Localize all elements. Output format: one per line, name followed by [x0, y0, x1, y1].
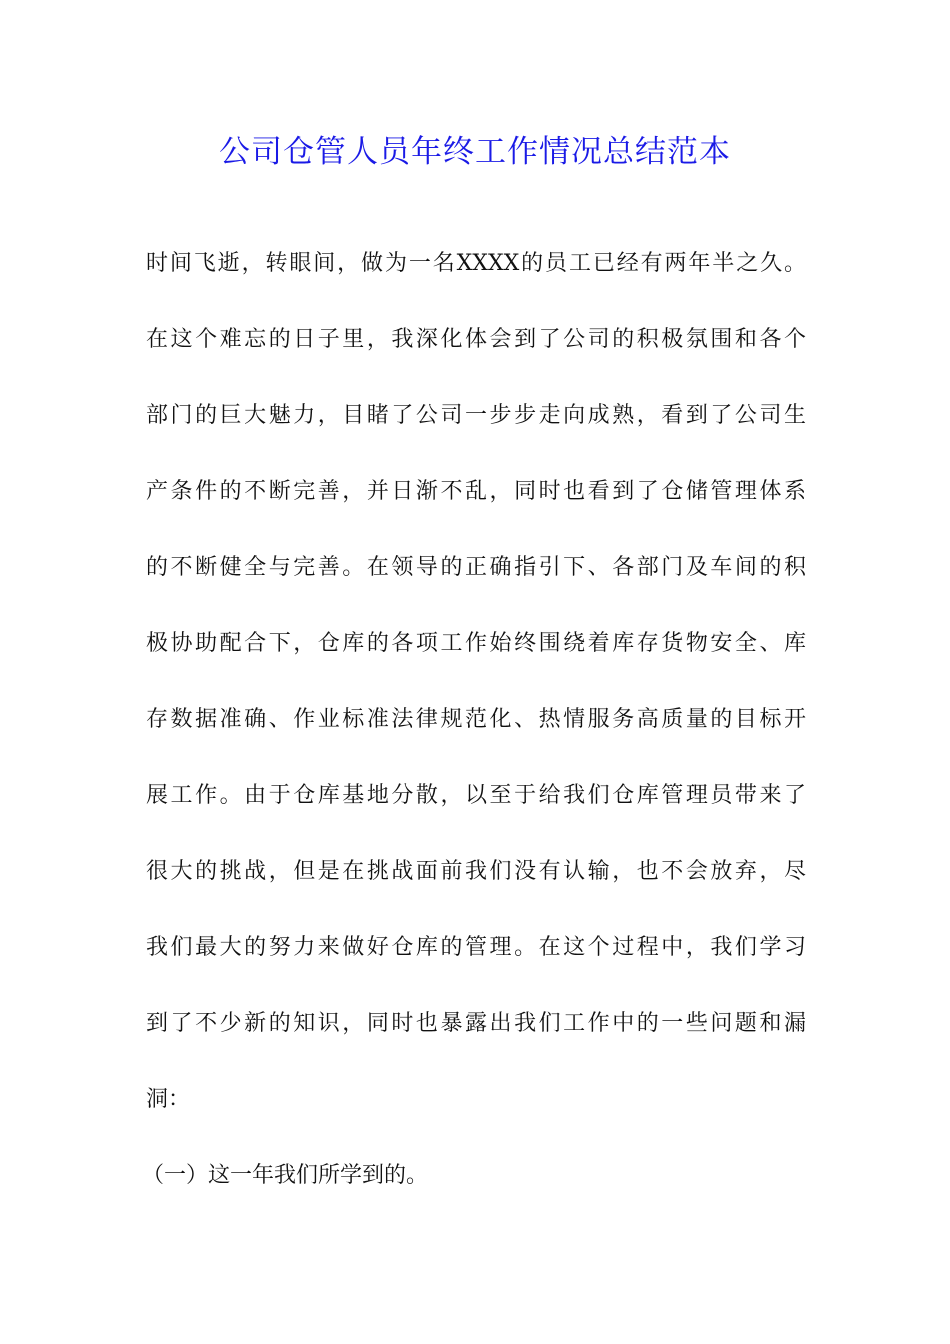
section-heading: （一）这一年我们所学到的。 — [142, 1163, 429, 1188]
paragraph-line: 在这个难忘的日子里，我深化体会到了公司的积极氛围和各个 — [146, 327, 806, 352]
paragraph-line: 展工作。由于仓库基地分散，以至于给我们仓库管理员带来了 — [146, 783, 806, 808]
paragraph-line: 我们最大的努力来做好仓库的管理。在这个过程中，我们学习 — [146, 935, 806, 960]
paragraph-line: 很大的挑战，但是在挑战面前我们没有认输，也不会放弃，尽 — [146, 859, 806, 884]
paragraph-line: 时间飞逝，转眼间，做为一名XXXX的员工已经有两年半之久。 — [146, 251, 806, 276]
document-title: 公司仓管人员年终工作情况总结范本 — [219, 134, 731, 170]
paragraph-line: 产条件的不断完善，并日渐不乱，同时也看到了仓储管理体系 — [146, 479, 806, 504]
paragraph-line: 洞： — [146, 1087, 191, 1112]
paragraph-line: 到了不少新的知识，同时也暴露出我们工作中的一些问题和漏 — [146, 1011, 806, 1036]
paragraph-line: 极协助配合下，仓库的各项工作始终围绕着库存货物安全、库 — [146, 631, 806, 656]
paragraph-line: 的不断健全与完善。在领导的正确指引下、各部门及车间的积 — [146, 555, 806, 580]
paragraph-line: 部门的巨大魅力，目睹了公司一步步走向成熟，看到了公司生 — [146, 403, 806, 428]
paragraph-line: 存数据准确、作业标准法律规范化、热情服务高质量的目标开 — [146, 707, 806, 732]
